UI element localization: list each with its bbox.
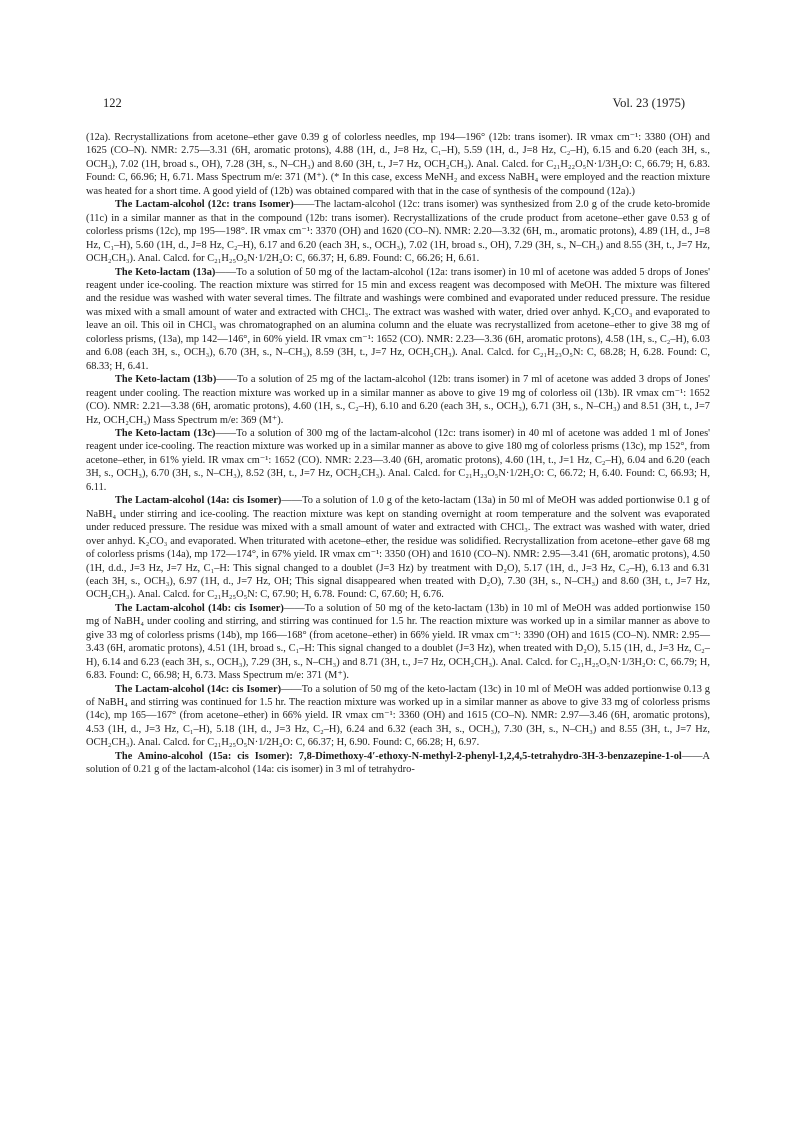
paragraph-text: ——To a solution of 50 mg of the keto-lactam (13b) in 10 ml of MeOH was added portionwise 150 mg of NaBH₄ under cooling and stirring, and stirring was continued for 1.5 hr. The reaction mixture was worked up in a similar manner as above to give 33 mg of colorless prisms (14b), mp 166—168° (from acetone–ether) in 66% yield. IR νmax cm⁻¹: 3390 (OH) and 1615 (CO–N). NMR: 2.95—3.43 (6H, aromatic protons), 4.51 (1H, broad s., C₁–H: This signal changed to a doublet (J=3 Hz), when treated with D₂O), 5.15 (1H, d., J=3 Hz, C₂–H), 6.14 and 6.23 (each 3H, s., OCH₃), 7.29 (3H, s., N–CH₃) and 8.71 (3H, t., J=7 Hz, OCH₂CH₃). Anal. Calcd. for C₂₁H₂₅O₅N·1/3H₂O: C, 66.79; H, 6.83. Found: C, 66.98; H, 6.73. Mass Spectrum m/e: 371 (M⁺). [86,602,711,682]
paragraph-keto-lactam-13c [86,427,710,494]
paragraph-heading: The Keto-lactam (13c) [115,427,216,439]
paragraph-heading: The Keto-lactam (13a) [115,266,216,278]
paragraph-12a-continued [86,131,710,198]
paragraph-heading: The Lactam-alcohol (14c: cis Isomer) [115,683,282,695]
paragraph-text: (12a). Recrystallizations from acetone–ether gave 0.39 g of colorless needles, mp 194—196° (12b: trans isomer). IR νmax cm⁻¹: 3380 (OH) and 1625 (CO–N). NMR: 2.75—3.31 (6H, aromatic protons), 4.88 (1H, d., J=8 Hz, C₁–H), 5.59 (1H, d., J=8 Hz, C₂–H), 6.15 and 6.20 (each 3H, s., OCH₃), 7.02 (1H, broad s., OH), 7.28 (3H, s., N–CH₃) and 8.60 (3H, t., J=7 Hz, OCH₂CH₃). Anal. Calcd. for C₂₁H₂₂O₅N·1/3H₂O: C, 66.79; H, 6.83. Found: C, 66.96; H, 6.71. Mass Spectrum m/e: 371 (M⁺). (* In this case, excess MeNH₂ and excess NaBH₄ were employed and the reaction mixture was heated for a short time. A good yield of (12b) was obtained compared with that in the case of synthesis of the compound (12a).) [86,132,710,197]
paragraph-text: ——To a solution of 50 mg of the keto-lactam (13c) in 10 ml of MeOH was added portionwise 0.13 g of NaBH₄ and stirring was continued for 1.5 hr. The reaction mixture was worked up in a similar manner as above to give 33 mg of colorless prisms (14c), mp 165—167° (from acetone–ether) in 66% yield. IR νmax cm⁻¹: 3360 (OH) and 1615 (CO–N). NMR: 2.97—3.46 (6H, aromatic protons), 4.53 (1H, d., J=3 Hz, C₁–H), 5.18 (1H, d., J=3 Hz, C₂–H), 6.24 and 6.32 (each 3H, s., OCH₃), 7.30 (3H, s., N–CH₃) and 8.55 (3H, t., J=7 Hz, OCH₂CH₃). Anal. Calcd. for C₂₁H₂₅O₅N·1/2H₂O: C, 66.37; H, 6.90. Found: C, 66.28; H, 6.97. [86,683,710,749]
paragraph-lactam-alcohol-14a [86,494,710,602]
paragraph-keto-lactam-13a [86,266,710,374]
paragraph-text: ——To a solution of 50 mg of the lactam-alcohol (12a: trans isomer) in 10 ml of acetone was added 5 drops of Jones' reagent under ice-cooling. The reaction mixture was stirred for 15 min and excess reagent was decomposed with MeOH. The mixture was filtered and the residue was washed with water several times. The filtrate and washings were combined and evaporated under reduced pressure. The residue was mixed with a small amount of water and extracted with CHCl₃. The extract was washed with water, dried over anhyd. K₂CO₃ and evaporated to leave an oil. This oil in CHCl₃ was chromatographed on an alumina column and the eluate was recrystallized from acetone–ether to give 38 mg of colorless prisms, (13a), mp 142—146°, in 60% yield. IR νmax cm⁻¹: 1652 (CO). NMR: 2.23—3.36 (6H, aromatic protons), 4.58 (1H, s., C₂–H), 6.03 and 6.08 (each 3H, s., OCH₃), 6.70 (3H, s., N–CH₃), 8.59 (3H, t., J=7 Hz, OCH₂CH₃). Anal. Calcd. for C₂₁H₂₃O₅N: C, 68.28; H, 6.28. Found: C, 68.33; H, 6.41. [86,266,711,372]
paragraph-heading: The Lactam-alcohol (12c: trans Isomer) [115,199,294,211]
paragraph-keto-lactam-13b [86,373,710,427]
paragraph-text: ——To a solution of 25 mg of the lactam-alcohol (12b: trans isomer) in 7 ml of acetone was added 3 drops of Jones' reagent under cooling. The reaction mixture was worked up in a similar manner as above to give 19 mg of colorless oil (13b). IR νmax cm⁻¹: 1652 (CO). NMR: 2.21—3.38 (6H, aromatic protons), 4.60 (1H, s., C₂–H), 6.10 and 6.20 (each 3H, s., OCH₃), 6.71 (3H, s., N–CH₃) and 8.51 (3H, t., J=7 Hz, OCH₂CH₃) Mass Spectrum m/e: 369 (M⁺). [86,374,710,426]
paragraph-text: ——To a solution of 300 mg of the lactam-alcohol (12c: trans isomer) in 40 ml of acetone was added 1 ml of Jones' reagent under ice-cooling. The reaction mixture was worked up in a similar manner as above to give 180 mg of colorless prisms (13c), mp 152°, from acetone–ether, in 61% yield. IR νmax cm⁻¹: 1652 (CO). NMR: 2.23—3.40 (6H, aromatic protons), 4.60 (1H, t., J=1 Hz, C₂–H), 6.04 and 6.20 (each 3H, s., OCH₃), 6.70 (3H, s., N–CH₃), 8.52 (3H, t., J=7 Hz, OCH₂CH₃). Anal. Calcd. for C₂₁H₂₃O₅N·1/2H₂O: C, 66.72; H, 6.40. Found: C, 66.93; H, 6.11. [86,427,711,493]
paragraph-lactam-alcohol-14c [86,683,710,750]
paragraph-text: ——A solution of 0.21 g of the lactam-alcohol (14a: cis isomer) in 3 ml of tetrahydro- [86,750,710,776]
article-body [86,131,710,777]
paragraph-amino-alcohol-15a [86,750,710,777]
paragraph-heading: The Keto-lactam (13b) [115,374,217,386]
running-header [103,96,685,112]
paragraph-heading: The Amino-alcohol (15a: cis Isomer): 7,8-Dimethoxy-4′-ethoxy-N-methyl-2-phenyl-1,2,4,5-tetrahydro-3H-3-benzazepine-1-ol [115,750,682,762]
journal-volume: Vol. 23 (1975) [612,96,685,110]
paragraph-lactam-alcohol-12c [86,198,710,265]
page-number: 122 [103,96,122,110]
paragraph-heading: The Lactam-alcohol (14a: cis Isomer) [115,495,282,507]
paragraph-text: ——To a solution of 1.0 g of the keto-lactam (13a) in 50 ml of MeOH was added portionwise 0.1 g of NaBH₄ under stirring and ice-cooling. The reaction mixture was kept on standing overnight at room temperature and the solvent was evaporated under reduced pressure. The residue was mixed with a small amount of water and extracted with CHCl₃. The extract was washed with water, dried over anhyd. K₂CO₃ and evaporated. When triturated with acetone–ether, the residue was solidified. Recrystallization from acetone–ether gave 68 mg of colorless prisms (14a), mp 172—174°, in 67% yield. IR νmax cm⁻¹: 3350 (OH) and 1610 (CO–N). NMR: 2.95—3.41 (6H, aromatic protons), 4.50 (1H, d.d., J=3 Hz, J=7 Hz, C₁–H: This signal changed to a doublet (J=3 Hz) by treatment with D₂O), 5.17 (1H, d., J=3 Hz, C₂–H), 6.13 and 6.31 (each 3H, s., OCH₃), 6.97 (1H, d., J=7 Hz, OH; This signal disappeared when treated with D₂O), 7.30 (3H, s., N–CH₃) and 8.60 (3H, t., J=7 Hz, OCH₂CH₃). Anal. Calcd. for C₂₁H₂₅O₅N: C, 67.90; H, 6.78. Found: C, 67.60; H, 6.76. [86,495,710,601]
paragraph-lactam-alcohol-14b [86,602,710,683]
paragraph-text: ——The lactam-alcohol (12c: trans isomer) was synthesized from 2.0 g of the crude keto-bromide (11c) in a similar manner as that in the compound (12b: trans isomer). Recrystallizations of the crude product from acetone–ether gave 0.53 g of colorless prisms (12c), mp 195—198°. IR νmax cm⁻¹: 3370 (OH) and 1620 (CO–N). NMR: 2.20—3.32 (6H, m., aromatic protons), 4.89 (1H, d., J=8 Hz, C₁–H), 5.60 (1H, d., J=8 Hz, C₂–H), 6.17 and 6.20 (each 3H, s., OCH₃), 7.02 (1H, broad s., OH), 7.29 (3H, s., N–CH₃) and 8.55 (3H, t., J=7 Hz, OCH₂CH₃). Anal. Calcd. for C₂₁H₂₅O₅N·1/2H₂O: C, 66.37; H, 6.89. Found: C, 66.26; H, 6.61. [86,199,710,265]
paragraph-heading: The Lactam-alcohol (14b: cis Isomer) [115,602,284,614]
